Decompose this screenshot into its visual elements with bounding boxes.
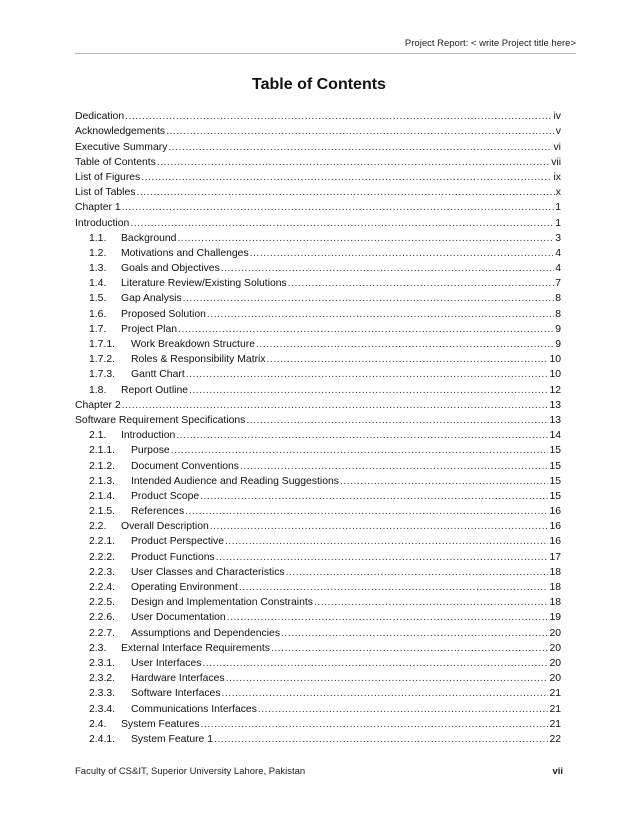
toc-entry-title: Literature Review/Existing Solutions bbox=[121, 278, 287, 290]
toc-entry-title: Chapter 1 bbox=[75, 202, 121, 214]
toc-entry[interactable] bbox=[75, 397, 561, 412]
toc-entry-number: 1.3. bbox=[89, 263, 107, 275]
toc-dot-leader bbox=[214, 734, 548, 746]
toc-dot-leader bbox=[201, 719, 549, 731]
toc-entry-page: 15 bbox=[549, 460, 561, 472]
toc-entry[interactable] bbox=[75, 108, 561, 123]
toc-entry-number: 2.3.4. bbox=[89, 703, 115, 715]
toc-entry[interactable] bbox=[75, 199, 561, 214]
toc-entry-title: Dedication bbox=[75, 111, 125, 123]
toc-entry-title: Introduction bbox=[75, 217, 130, 229]
toc-entry[interactable] bbox=[75, 214, 561, 229]
table-of-contents bbox=[75, 108, 561, 746]
toc-dot-leader bbox=[202, 658, 548, 670]
toc-entry-number: 1.7.2. bbox=[89, 354, 115, 366]
toc-entry[interactable] bbox=[75, 351, 561, 366]
toc-entry[interactable] bbox=[75, 457, 561, 472]
toc-entry-page: 22 bbox=[549, 733, 561, 745]
toc-dot-leader bbox=[171, 445, 549, 457]
toc-entry[interactable] bbox=[75, 321, 561, 336]
toc-entry-number: 2.4.1. bbox=[89, 733, 115, 745]
toc-dot-leader bbox=[210, 521, 549, 533]
toc-dot-leader bbox=[222, 688, 549, 700]
toc-entry[interactable] bbox=[75, 366, 561, 381]
toc-entry[interactable] bbox=[75, 518, 561, 533]
toc-dot-leader bbox=[178, 324, 554, 336]
toc-entry-page: 21 bbox=[549, 703, 561, 715]
toc-entry[interactable] bbox=[75, 685, 561, 700]
toc-entry[interactable] bbox=[75, 670, 561, 685]
toc-entry-number: 2.1. bbox=[89, 430, 107, 442]
toc-dot-leader bbox=[281, 628, 548, 640]
toc-entry[interactable] bbox=[75, 655, 561, 670]
toc-dot-leader bbox=[221, 263, 554, 275]
toc-entry-title: Table of Contents bbox=[75, 156, 156, 168]
toc-entry-page: 14 bbox=[549, 430, 561, 442]
toc-entry-title: Product Scope bbox=[131, 490, 200, 502]
toc-entry-number: 2.3.2. bbox=[89, 673, 115, 685]
toc-entry-number: 1.2. bbox=[89, 247, 107, 259]
toc-entry-title: Gap Analysis bbox=[121, 293, 182, 305]
toc-entry[interactable] bbox=[75, 412, 561, 427]
toc-entry-number: 2.2.6. bbox=[89, 612, 115, 624]
toc-entry-number: 2.2.4. bbox=[89, 582, 115, 593]
toc-entry-number: 1.1. bbox=[89, 232, 107, 244]
toc-entry-page: x bbox=[555, 187, 561, 199]
toc-entry-number: 1.7. bbox=[89, 323, 107, 335]
toc-entry-title: Overall Description bbox=[121, 521, 209, 533]
toc-dot-leader bbox=[189, 385, 548, 397]
toc-entry-title: Product Perspective bbox=[131, 536, 224, 548]
toc-dot-leader bbox=[340, 476, 548, 488]
toc-entry[interactable] bbox=[75, 442, 561, 457]
toc-entry-number: 2.3.1. bbox=[89, 657, 115, 669]
toc-entry-title: References bbox=[131, 506, 185, 518]
toc-entry-page: 20 bbox=[549, 657, 561, 669]
toc-entry-title: User Documentation bbox=[131, 612, 226, 624]
toc-entry-page: 8 bbox=[555, 308, 561, 320]
toc-entry[interactable] bbox=[75, 169, 561, 184]
toc-entry-page: 21 bbox=[549, 718, 561, 730]
toc-entry-page: 15 bbox=[549, 490, 561, 502]
toc-entry[interactable] bbox=[75, 564, 561, 579]
toc-entry-title: Intended Audience and Reading Suggestions bbox=[131, 475, 339, 487]
toc-entry-title: Document Conventions bbox=[131, 460, 240, 472]
toc-entry-title: Software Interfaces bbox=[131, 688, 221, 700]
toc-dot-leader bbox=[200, 491, 548, 503]
toc-entry-page: 1 bbox=[555, 217, 561, 229]
toc-dot-leader bbox=[130, 218, 554, 230]
toc-entry[interactable] bbox=[75, 230, 561, 245]
toc-entry-title: List of Figures bbox=[75, 171, 141, 183]
toc-entry-title: Operating Environment bbox=[131, 582, 238, 593]
toc-entry-title: Communications Interfaces bbox=[131, 703, 257, 715]
footer-institution: Faculty of CS&IT, Superior University Lahore, Pakistan bbox=[75, 766, 306, 777]
toc-entry-number: 2.1.1. bbox=[89, 445, 115, 457]
toc-entry-page: 21 bbox=[549, 688, 561, 700]
toc-entry-page: 16 bbox=[549, 536, 561, 548]
toc-dot-leader bbox=[186, 369, 549, 381]
toc-entry-title: Report Outline bbox=[121, 384, 188, 396]
toc-dot-leader bbox=[168, 142, 552, 154]
toc-dot-leader bbox=[141, 172, 552, 184]
toc-entry-number: 2.1.4. bbox=[89, 490, 115, 502]
toc-entry-title: Acknowledgements bbox=[75, 126, 166, 138]
toc-entry-title: Project Plan bbox=[121, 323, 178, 335]
toc-entry[interactable] bbox=[75, 260, 561, 275]
toc-entry[interactable] bbox=[75, 154, 561, 169]
toc-entry-number: 2.2.3. bbox=[89, 566, 115, 578]
toc-entry-title: Work Breakdown Structure bbox=[131, 339, 255, 350]
toc-entry-title: Hardware Interfaces bbox=[131, 673, 225, 685]
toc-entry-title: External Interface Requirements bbox=[121, 642, 271, 654]
toc-entry-page: 13 bbox=[549, 399, 561, 411]
toc-entry-number: 1.4. bbox=[89, 278, 107, 290]
toc-entry[interactable] bbox=[75, 123, 561, 138]
toc-entry[interactable] bbox=[75, 624, 561, 639]
toc-entry-title: Background bbox=[121, 232, 177, 244]
toc-entry-title: Purpose bbox=[131, 445, 170, 457]
toc-entry-page: 16 bbox=[549, 506, 561, 518]
toc-entry-title: Roles & Responsibility Matrix bbox=[131, 354, 266, 366]
toc-dot-leader bbox=[226, 673, 549, 685]
toc-dot-leader bbox=[157, 157, 550, 169]
toc-entry-title: System Features bbox=[121, 718, 200, 730]
toc-entry-page: ix bbox=[553, 171, 561, 183]
toc-entry-title: Executive Summary bbox=[75, 141, 168, 153]
toc-entry-page: vi bbox=[553, 141, 561, 153]
toc-entry[interactable] bbox=[75, 275, 561, 290]
toc-entry-page: 15 bbox=[549, 475, 561, 487]
toc-entry-number: 2.2.7. bbox=[89, 627, 115, 639]
toc-entry-number: 2.2.2. bbox=[89, 551, 115, 563]
toc-entry-title: List of Tables bbox=[75, 187, 136, 199]
toc-entry-number: 1.5. bbox=[89, 293, 107, 305]
toc-entry-page: 18 bbox=[549, 597, 561, 609]
toc-dot-leader bbox=[177, 233, 554, 245]
toc-entry-title: Proposed Solution bbox=[121, 308, 206, 320]
toc-dot-leader bbox=[314, 597, 549, 609]
toc-entry[interactable] bbox=[75, 503, 561, 518]
toc-dot-leader bbox=[286, 567, 549, 579]
toc-entry[interactable] bbox=[75, 700, 561, 715]
toc-entry-number: 1.8. bbox=[89, 384, 107, 396]
toc-entry-title: Gantt Chart bbox=[131, 369, 185, 381]
toc-entry[interactable] bbox=[75, 731, 561, 746]
toc-entry-page: 19 bbox=[549, 612, 561, 624]
toc-entry-page: 10 bbox=[549, 369, 561, 381]
toc-entry[interactable] bbox=[75, 381, 561, 396]
toc-entry[interactable] bbox=[75, 336, 561, 351]
toc-dot-leader bbox=[183, 293, 555, 305]
toc-dot-leader bbox=[125, 111, 552, 123]
toc-entry-number: 2.4. bbox=[89, 718, 107, 730]
toc-dot-leader bbox=[267, 354, 549, 366]
toc-entry-number: 2.2.1. bbox=[89, 536, 115, 548]
toc-entry-page: 13 bbox=[549, 414, 561, 426]
toc-dot-leader bbox=[239, 582, 549, 594]
toc-entry-number: 2.3.3. bbox=[89, 688, 115, 700]
toc-entry-title: Design and Implementation Constraints bbox=[131, 597, 313, 609]
toc-entry-page: 4 bbox=[555, 263, 561, 275]
toc-dot-leader bbox=[136, 187, 554, 199]
toc-entry-page: 9 bbox=[555, 339, 561, 350]
toc-entry-number: 2.3. bbox=[89, 642, 107, 654]
toc-entry-number: 2.2. bbox=[89, 521, 107, 533]
toc-entry-title: Goals and Objectives bbox=[121, 263, 220, 275]
toc-entry[interactable] bbox=[75, 138, 561, 153]
toc-entry-number: 1.6. bbox=[89, 308, 107, 320]
toc-dot-leader bbox=[246, 415, 548, 427]
toc-entry-page: 20 bbox=[549, 627, 561, 639]
toc-entry-page: 15 bbox=[549, 445, 561, 457]
toc-entry-title: User Interfaces bbox=[131, 657, 202, 669]
toc-entry-page: 17 bbox=[549, 551, 561, 563]
toc-entry-page: vii bbox=[551, 156, 561, 168]
toc-entry[interactable] bbox=[75, 548, 561, 563]
toc-entry-page: 8 bbox=[555, 293, 561, 305]
toc-dot-leader bbox=[250, 248, 555, 260]
running-header: Project Report: < write Project title here> bbox=[404, 38, 576, 49]
toc-entry-title: Assumptions and Dependencies bbox=[131, 627, 281, 639]
footer-page-number: vii bbox=[552, 766, 563, 777]
toc-dot-leader bbox=[240, 461, 548, 473]
toc-entry-page: v bbox=[555, 126, 561, 138]
toc-dot-leader bbox=[176, 430, 548, 442]
toc-entry[interactable] bbox=[75, 305, 561, 320]
toc-entry-page: 1 bbox=[555, 202, 561, 214]
toc-dot-leader bbox=[122, 400, 549, 412]
toc-entry[interactable] bbox=[75, 290, 561, 305]
toc-entry[interactable] bbox=[75, 245, 561, 260]
toc-dot-leader bbox=[227, 612, 549, 624]
toc-entry-number: 2.1.5. bbox=[89, 506, 115, 518]
toc-entry-page: 18 bbox=[549, 566, 561, 578]
toc-dot-leader bbox=[166, 126, 555, 138]
toc-entry-title: Motivations and Challenges bbox=[121, 247, 249, 259]
toc-entry-title: Introduction bbox=[121, 430, 176, 442]
toc-dot-leader bbox=[256, 339, 554, 351]
toc-entry-number: 1.7.1. bbox=[89, 339, 115, 350]
toc-dot-leader bbox=[225, 536, 548, 548]
toc-dot-leader bbox=[216, 552, 549, 564]
toc-entry-page: 16 bbox=[549, 521, 561, 533]
toc-entry-page: 4 bbox=[555, 247, 561, 259]
toc-entry[interactable] bbox=[75, 579, 561, 594]
toc-entry-title: Product Functions bbox=[131, 551, 215, 563]
header-divider bbox=[75, 53, 576, 54]
toc-entry[interactable] bbox=[75, 533, 561, 548]
toc-dot-leader bbox=[122, 202, 555, 214]
toc-entry-title: User Classes and Characteristics bbox=[131, 566, 285, 578]
toc-dot-leader bbox=[185, 506, 548, 518]
toc-entry-page: 20 bbox=[549, 642, 561, 654]
toc-entry[interactable] bbox=[75, 473, 561, 488]
toc-entry-page: 9 bbox=[555, 323, 561, 335]
toc-entry[interactable] bbox=[75, 640, 561, 655]
toc-entry-title: System Feature 1 bbox=[131, 733, 214, 745]
toc-dot-leader bbox=[207, 309, 554, 321]
toc-entry[interactable] bbox=[75, 609, 561, 624]
toc-entry-page: iv bbox=[553, 111, 561, 123]
page-title: Table of Contents bbox=[252, 76, 386, 93]
toc-dot-leader bbox=[258, 704, 549, 716]
toc-entry[interactable] bbox=[75, 594, 561, 609]
toc-entry-page: 18 bbox=[549, 582, 561, 593]
toc-entry-page: 3 bbox=[555, 232, 561, 244]
toc-entry-number: 2.1.2. bbox=[89, 460, 115, 472]
toc-entry[interactable] bbox=[75, 427, 561, 442]
toc-dot-leader bbox=[288, 278, 554, 290]
toc-entry[interactable] bbox=[75, 716, 561, 731]
toc-entry-number: 2.2.5. bbox=[89, 597, 115, 609]
toc-entry[interactable] bbox=[75, 184, 561, 199]
toc-entry-title: Software Requirement Specifications bbox=[75, 414, 246, 426]
toc-entry-number: 2.1.3. bbox=[89, 475, 115, 487]
toc-entry-page: 20 bbox=[549, 673, 561, 685]
toc-entry[interactable] bbox=[75, 488, 561, 503]
toc-entry-page: 7 bbox=[555, 278, 561, 290]
toc-dot-leader bbox=[271, 643, 548, 655]
toc-entry-title: Chapter 2 bbox=[75, 399, 121, 411]
toc-entry-page: 12 bbox=[549, 384, 561, 396]
toc-entry-page: 10 bbox=[549, 354, 561, 366]
toc-entry-number: 1.7.3. bbox=[89, 369, 115, 381]
